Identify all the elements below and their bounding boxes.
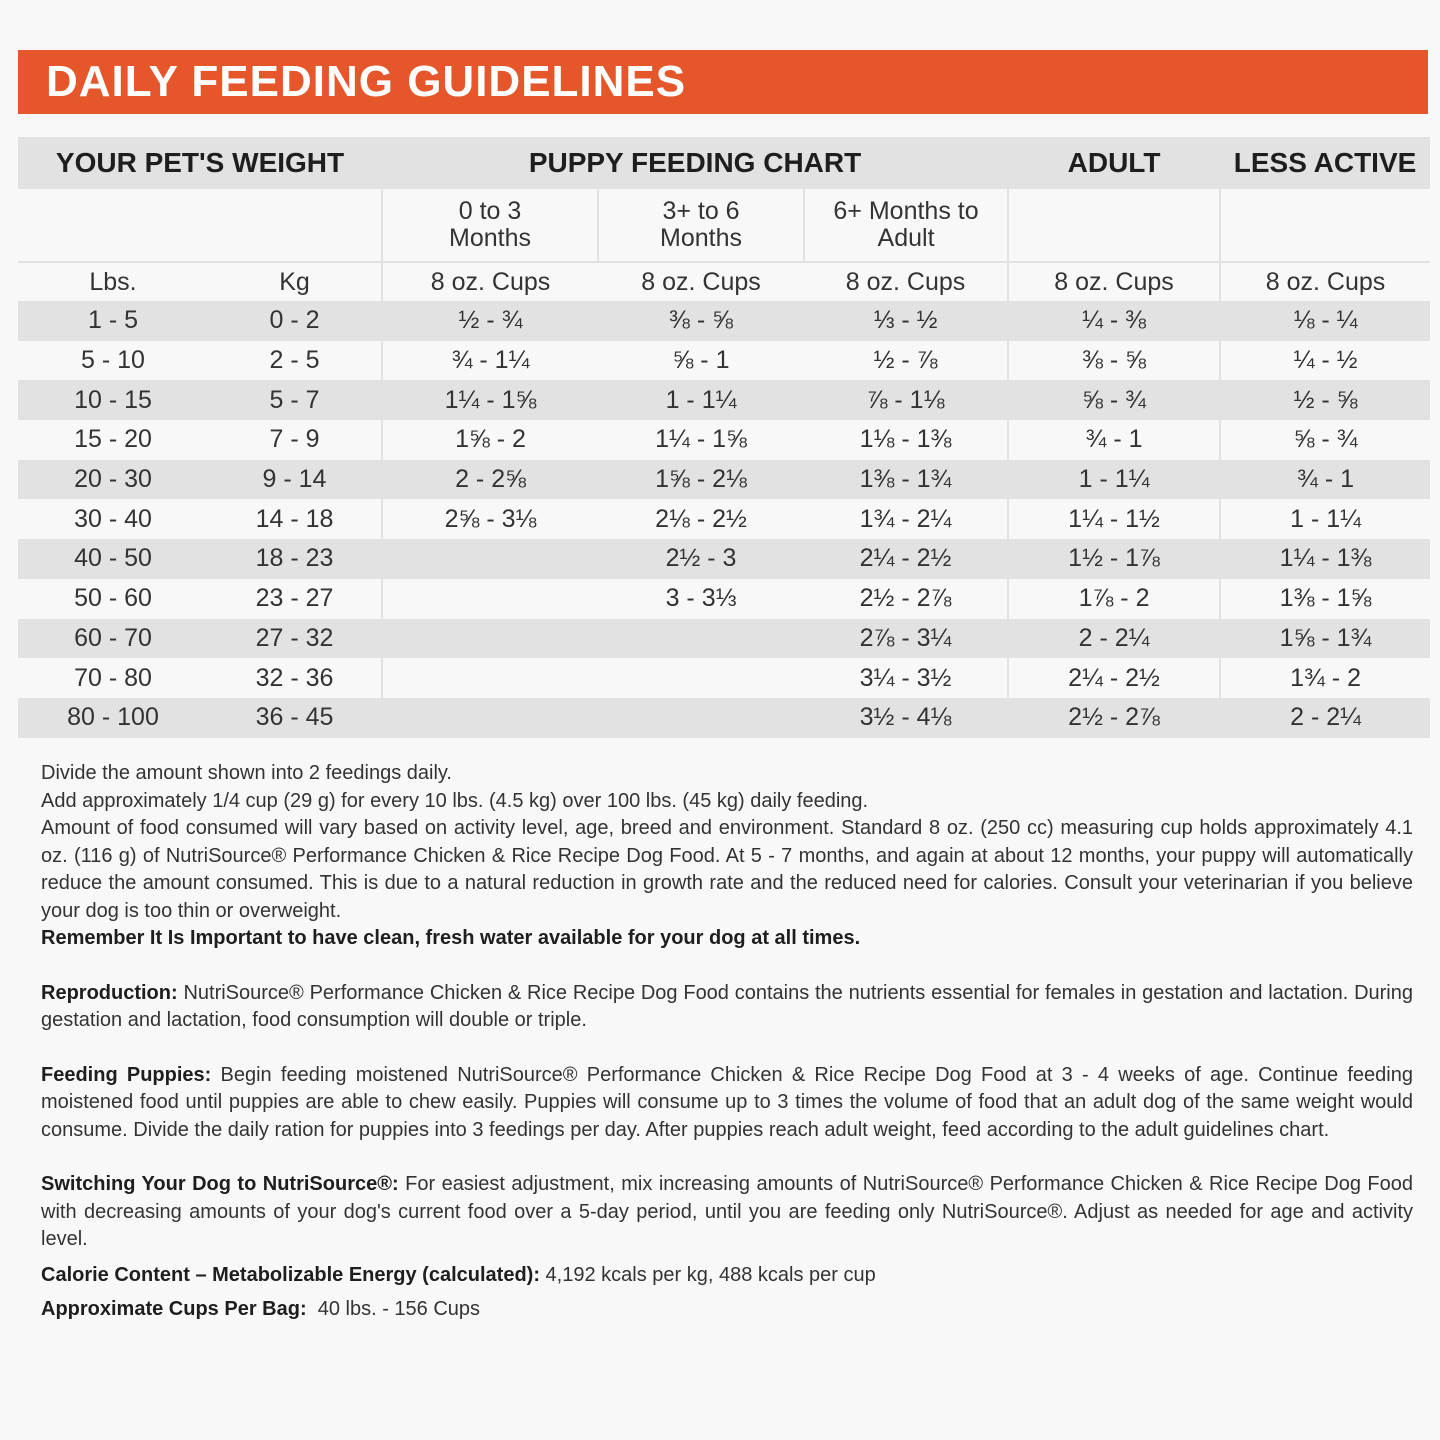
cell-adult: 2½ - 2⅞ — [1008, 698, 1220, 738]
cell-puppy-6-adult: 3½ - 4⅛ — [804, 698, 1008, 738]
cell-puppy-3-6 — [598, 658, 804, 698]
table-row — [18, 380, 1430, 420]
header-puppy: PUPPY FEEDING CHART — [382, 137, 1008, 189]
calorie-label: Calorie Content – Metabolizable Energy (calculated): — [41, 1263, 540, 1286]
cell-less-active: ½ - ⅝ — [1220, 380, 1430, 420]
cell-puppy-3-6 — [598, 698, 804, 738]
note-over-100: Add approximately 1/4 cup (29 g) for every 10 lbs. (4.5 kg) over 100 lbs. (45 kg) daily feeding. — [41, 789, 869, 812]
cell-puppy-0-3 — [382, 698, 598, 738]
cell-adult: 2¼ - 2½ — [1008, 658, 1220, 698]
cell-puppy-0-3 — [382, 579, 598, 619]
unit-puppy-3-6: 8 oz. Cups — [598, 262, 804, 301]
cell-weight-lbs: 40 - 50 — [18, 539, 208, 579]
cell-puppy-0-3: 2⅝ - 3⅛ — [382, 499, 598, 539]
cell-weight-kg: 0 - 2 — [208, 301, 382, 341]
table-row — [18, 420, 1430, 460]
table-row — [18, 460, 1430, 500]
cell-weight-kg: 7 - 9 — [208, 420, 382, 460]
note-feeding-puppies — [41, 1062, 1413, 1145]
cell-weight-lbs: 60 - 70 — [18, 619, 208, 659]
age-header-adult-empty — [1008, 189, 1220, 262]
age-label: 3+ to 6 Months — [660, 197, 742, 252]
cell-weight-lbs: 15 - 20 — [18, 420, 208, 460]
table-row — [18, 539, 1430, 579]
cell-puppy-6-adult: 1⅛ - 1⅜ — [804, 420, 1008, 460]
table-row — [18, 301, 1430, 341]
cell-weight-kg: 5 - 7 — [208, 380, 382, 420]
age-header-row — [18, 189, 1430, 262]
note-switching — [41, 1171, 1413, 1254]
puppies-text: Begin feeding moistened NutriSource® Performance Chicken & Rice Recipe Dog Food at 3 - 4 weeks of age. Continue feeding moistened food until puppies are able to chew easily. Puppies will consume up to 3 times the volume of food that an adult dog of the same weight would consume. Divide the daily ration for puppies into 3 feedings per day. After puppies reach adult weight, feed according to the adult guidelines chart. — [41, 1063, 1413, 1141]
age-header-less-empty — [1220, 189, 1430, 262]
table-row — [18, 499, 1430, 539]
feeding-notes — [41, 760, 1413, 1324]
cell-weight-kg: 9 - 14 — [208, 460, 382, 500]
unit-header-row — [18, 262, 1430, 301]
cell-puppy-3-6: 3 - 3⅓ — [598, 579, 804, 619]
unit-puppy-0-3: 8 oz. Cups — [382, 262, 598, 301]
feeding-guidelines-table — [18, 137, 1430, 738]
cell-adult: ⅜ - ⅝ — [1008, 341, 1220, 381]
water-reminder: Remember It Is Important to have clean, fresh water available for your dog at all times. — [41, 927, 861, 949]
cell-puppy-6-adult: 2½ - 2⅞ — [804, 579, 1008, 619]
cell-puppy-3-6: 2½ - 3 — [598, 539, 804, 579]
note-amount: Amount of food consumed will vary based on activity level, age, breed and environment. Standard 8 oz. (250 cc) measuring cup holds approximately 4.1 oz. (116 g) of NutriSource® Performance Chicken & Rice Recipe Dog Food. At 5 - 7 months, and again at about 12 months, your puppy will automatically reduce the amount consumed. This is due to a natural reduction in growth rate and the reduced need for calories. Consult your veterinarian if you believe your dog is too thin or overweight. — [41, 817, 1413, 922]
cell-puppy-3-6: 1⅝ - 2⅛ — [598, 460, 804, 500]
cell-less-active: ⅛ - ¼ — [1220, 301, 1430, 341]
cups-per-bag-text: 40 lbs. - 156 Cups — [306, 1298, 481, 1320]
cell-weight-kg: 27 - 32 — [208, 619, 382, 659]
cell-less-active: ¼ - ½ — [1220, 341, 1430, 381]
cell-weight-kg: 2 - 5 — [208, 341, 382, 381]
feeding-table-container — [18, 137, 1430, 738]
cell-adult: ⅝ - ¾ — [1008, 380, 1220, 420]
cell-puppy-0-3: ½ - ¾ — [382, 301, 598, 341]
cell-less-active: 2 - 2¼ — [1220, 698, 1430, 738]
age-label: 0 to 3 Months — [449, 197, 531, 252]
header-weight: YOUR PET'S WEIGHT — [18, 137, 382, 189]
age-header-6-adult — [804, 189, 1008, 262]
cell-less-active: 1⅜ - 1⅝ — [1220, 579, 1430, 619]
calorie-text: 4,192 kcals per kg, 488 kcals per cup — [539, 1263, 876, 1286]
cell-puppy-0-3: 1¼ - 1⅝ — [382, 380, 598, 420]
cell-weight-lbs: 70 - 80 — [18, 658, 208, 698]
table-row — [18, 579, 1430, 619]
cell-weight-lbs: 50 - 60 — [18, 579, 208, 619]
cell-puppy-3-6: 2⅛ - 2½ — [598, 499, 804, 539]
cell-puppy-6-adult: ⅞ - 1⅛ — [804, 380, 1008, 420]
cell-weight-kg: 14 - 18 — [208, 499, 382, 539]
cell-less-active: 1 - 1¼ — [1220, 499, 1430, 539]
cell-less-active: ¾ - 1 — [1220, 460, 1430, 500]
cell-weight-lbs: 80 - 100 — [18, 698, 208, 738]
cell-puppy-3-6: 1 - 1¼ — [598, 380, 804, 420]
age-header-empty — [18, 189, 382, 262]
note-calorie — [41, 1262, 1413, 1290]
unit-kg: Kg — [208, 262, 382, 301]
group-header-row — [18, 137, 1430, 189]
cell-adult: ¼ - ⅜ — [1008, 301, 1220, 341]
cell-weight-lbs: 20 - 30 — [18, 460, 208, 500]
cell-weight-kg: 32 - 36 — [208, 658, 382, 698]
cell-adult: ¾ - 1 — [1008, 420, 1220, 460]
cell-puppy-6-adult: 2⅞ - 3¼ — [804, 619, 1008, 659]
cell-weight-kg: 23 - 27 — [208, 579, 382, 619]
cell-adult: 1¼ - 1½ — [1008, 499, 1220, 539]
cell-adult: 2 - 2¼ — [1008, 619, 1220, 659]
unit-less-active: 8 oz. Cups — [1220, 262, 1430, 301]
note-divide: Divide the amount shown into 2 feedings daily. — [41, 762, 452, 784]
header-adult: ADULT — [1008, 137, 1220, 189]
cell-adult: 1½ - 1⅞ — [1008, 539, 1220, 579]
cell-less-active: 1⅝ - 1¾ — [1220, 619, 1430, 659]
cell-puppy-3-6: ⅝ - 1 — [598, 341, 804, 381]
cell-less-active: 1¾ - 2 — [1220, 658, 1430, 698]
reproduction-label: Reproduction: — [41, 981, 178, 1004]
age-header-3-6 — [598, 189, 804, 262]
cups-per-bag-label: Approximate Cups Per Bag: — [41, 1298, 307, 1320]
cell-puppy-3-6: 1¼ - 1⅝ — [598, 420, 804, 460]
cell-puppy-0-3 — [382, 658, 598, 698]
cell-puppy-6-adult: ½ - ⅞ — [804, 341, 1008, 381]
table-body — [18, 301, 1430, 738]
cell-less-active: ⅝ - ¾ — [1220, 420, 1430, 460]
cell-less-active: 1¼ - 1⅜ — [1220, 539, 1430, 579]
cell-adult: 1⅞ - 2 — [1008, 579, 1220, 619]
page-title: DAILY FEEDING GUIDELINES — [46, 57, 687, 106]
header-less-active: LESS ACTIVE — [1220, 137, 1430, 189]
puppies-label: Feeding Puppies: — [41, 1063, 212, 1086]
age-header-0-3 — [382, 189, 598, 262]
unit-puppy-6-adult: 8 oz. Cups — [804, 262, 1008, 301]
switching-label: Switching Your Dog to NutriSource®: — [41, 1173, 399, 1195]
table-row — [18, 341, 1430, 381]
title-banner — [18, 50, 1428, 114]
cell-puppy-0-3: ¾ - 1¼ — [382, 341, 598, 381]
cell-puppy-0-3: 1⅝ - 2 — [382, 420, 598, 460]
switching-text: For easiest adjustment, mix increasing amounts of NutriSource® Performance Chicken & Rice Recipe Dog Food with decreasing amounts of your dog's current food over a 5-day period, until you are feeding only NutriSource®. Adjust as needed for age and activity level. — [41, 1173, 1413, 1250]
table-row — [18, 619, 1430, 659]
cell-weight-lbs: 30 - 40 — [18, 499, 208, 539]
table-row — [18, 698, 1430, 738]
table-row — [18, 658, 1430, 698]
cell-weight-kg: 36 - 45 — [208, 698, 382, 738]
cell-puppy-0-3: 2 - 2⅝ — [382, 460, 598, 500]
note-reproduction — [41, 980, 1413, 1035]
reproduction-text: NutriSource® Performance Chicken & Rice Recipe Dog Food contains the nutrients essential for females in gestation and lactation. During gestation and lactation, food consumption will double or triple. — [41, 981, 1413, 1031]
cell-puppy-6-adult: ⅓ - ½ — [804, 301, 1008, 341]
cell-weight-lbs: 10 - 15 — [18, 380, 208, 420]
cell-puppy-3-6 — [598, 619, 804, 659]
cell-puppy-6-adult: 1⅜ - 1¾ — [804, 460, 1008, 500]
cell-puppy-6-adult: 1¾ - 2¼ — [804, 499, 1008, 539]
cell-puppy-3-6: ⅜ - ⅝ — [598, 301, 804, 341]
cell-adult: 1 - 1¼ — [1008, 460, 1220, 500]
cell-puppy-0-3 — [382, 539, 598, 579]
note-water — [41, 925, 1413, 953]
cell-puppy-6-adult: 3¼ - 3½ — [804, 658, 1008, 698]
cell-puppy-6-adult: 2¼ - 2½ — [804, 539, 1008, 579]
cell-puppy-0-3 — [382, 619, 598, 659]
age-label: 6+ Months to Adult — [833, 197, 979, 252]
cell-weight-lbs: 5 - 10 — [18, 341, 208, 381]
cell-weight-kg: 18 - 23 — [208, 539, 382, 579]
unit-lbs: Lbs. — [18, 262, 208, 301]
note-cups-per-bag — [41, 1296, 1413, 1324]
unit-adult: 8 oz. Cups — [1008, 262, 1220, 301]
cell-weight-lbs: 1 - 5 — [18, 301, 208, 341]
